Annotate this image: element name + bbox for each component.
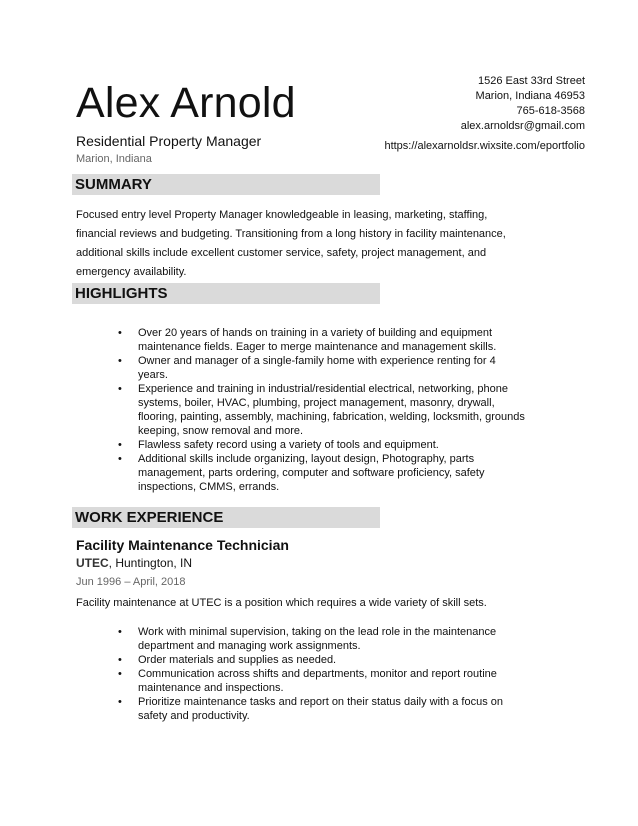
duty-line: safety and productivity. [138,710,250,722]
company-location: , Huntington, IN [108,556,193,570]
duty-line: maintenance and inspections. [138,682,284,694]
duty-line: department and managing work assignments. [138,640,361,652]
duty-item [116,625,556,653]
highlights-section-header [72,283,380,304]
summary-line: Focused entry level Property Manager knowledgeable in leasing, marketing, staffing, [76,209,488,221]
phone-number: 765-618-3568 [516,105,585,117]
summary-line: additional skills include excellent customer service, safety, project management, and [76,247,487,259]
duty-item [116,653,556,667]
job-company [76,556,192,571]
duty-line: • Order materials and supplies as needed. [138,654,337,666]
highlight-line: management, parts ordering, computer and software proficiency, safety [138,467,485,479]
email-address: alex.arnoldsr@gmail.com [460,120,585,132]
duty-line: • Communication across shifts and departments, monitor and report routine [138,668,497,680]
summary-section-header [72,174,380,195]
duty-line: • Prioritize maintenance tasks and report on their status daily with a focus on [138,696,504,708]
duty-item [116,667,556,695]
highlight-item [116,452,556,494]
highlight-line: • Flawless safety record using a variety of tools and equipment. [138,439,439,451]
job-description: Facility maintenance at UTEC is a position which requires a wide variety of skill sets. [76,597,487,609]
work-section-header [72,507,380,528]
highlight-item [116,354,556,382]
highlight-line: systems, boiler, HVAC, plumbing, project management, masonry, drywall, [138,397,495,409]
highlight-line: • Additional skills include organizing, layout design, Photography, parts [138,453,475,465]
highlight-line: • Owner and manager of a single-family home with experience renting for 4 [138,355,496,367]
highlight-line: years. [138,369,168,381]
highlight-item [116,382,556,438]
company-name: UTEC [76,556,109,570]
summary-line: financial reviews and budgeting. Transitioning from a long history in facility maintenance, [76,228,506,240]
applicant-location: Marion, Indiana [76,153,152,165]
highlight-line: inspections, CMMS, errands. [138,481,280,493]
highlight-item [116,326,556,354]
summary-text [76,206,586,282]
job-role: Residential Property Manager [76,133,262,149]
highlight-line: • Experience and training in industrial/residential electrical, networking, phone [138,383,508,395]
highlights-heading: HIGHLIGHTS [75,285,168,302]
highlight-item [116,438,556,452]
address-line-2: Marion, Indiana 46953 [475,90,585,102]
highlight-line: • Over 20 years of hands on training in a variety of building and equipment [138,327,493,339]
highlights-list [116,326,556,494]
duty-line: • Work with minimal supervision, taking on the lead role in the maintenance [138,626,497,638]
applicant-name: Alex Arnold [76,79,296,127]
summary-heading: SUMMARY [75,176,152,193]
summary-line: emergency availability. [76,266,187,278]
work-heading: WORK EXPERIENCE [75,509,224,526]
contact-block [384,74,585,154]
highlight-line: flooring, painting, assembly, machining, fabrication, welding, locksmith, grounds [138,411,525,423]
job-title: Facility Maintenance Technician [76,537,289,553]
job-dates: Jun 1996 – April, 2018 [76,576,186,588]
duty-item [116,695,556,723]
job-duties-list [116,625,556,723]
address-line-1: 1526 East 33rd Street [477,75,585,87]
highlight-line: maintenance fields. Eager to merge maintenance and management skills. [138,341,497,353]
website-link[interactable]: https://alexarnoldsr.wixsite.com/eportfolio [384,140,585,152]
highlight-line: keeping, snow removal and more. [138,425,304,437]
